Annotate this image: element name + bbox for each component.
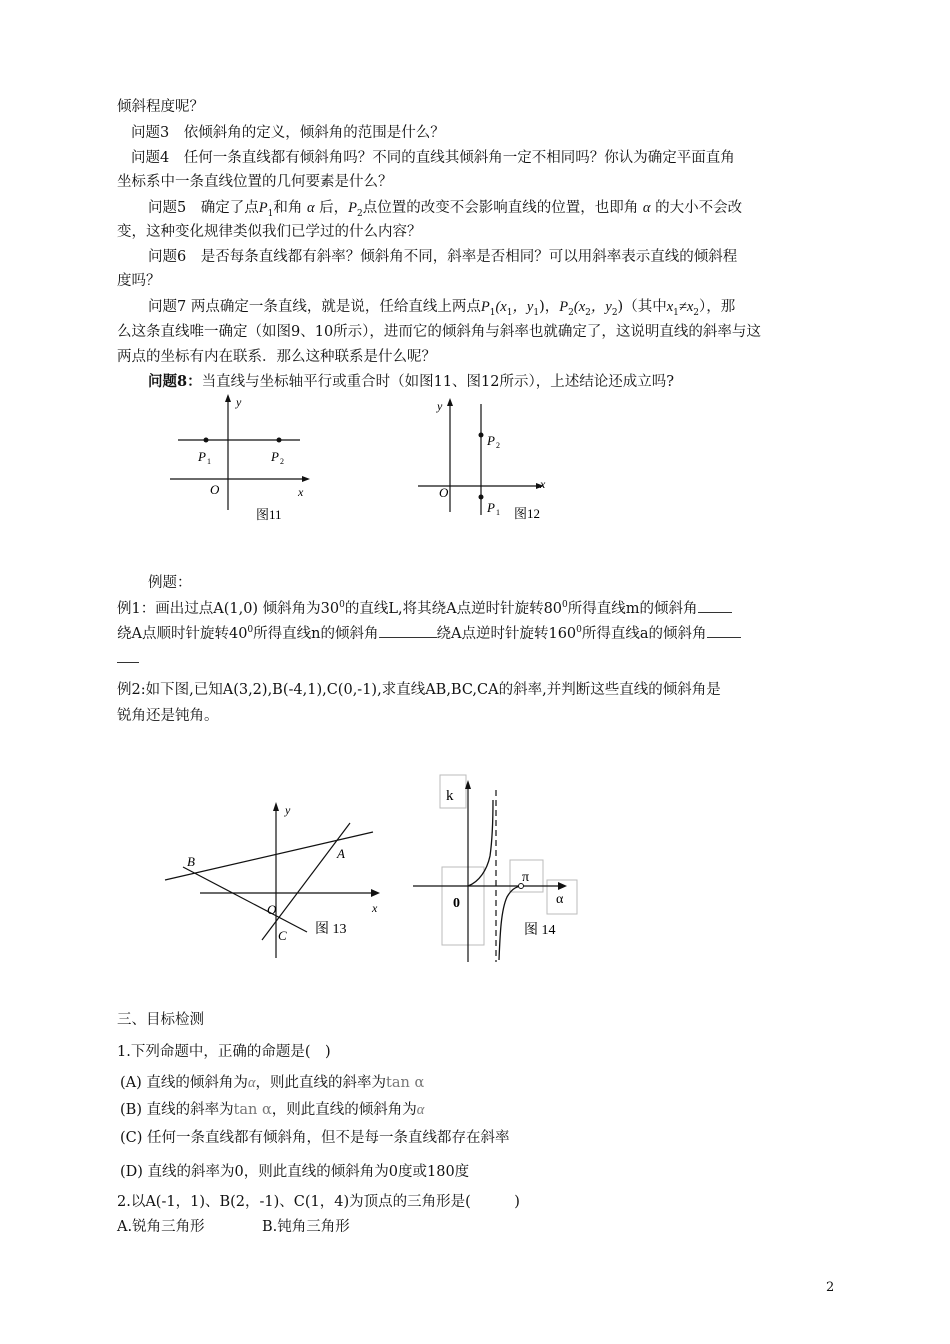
fig14-origin: 0 bbox=[453, 896, 460, 911]
question-7: 问题7 两点确定一条直线，就是说，任给直线上两点$P_1(x_1$，$y_1$)，$P_2(x_2$，$y_2$)（其中$x_1\ne x_2$），那 bbox=[148, 299, 736, 318]
fig14-caption: 图 14 bbox=[524, 923, 556, 938]
question-8: 问题8：当直线与坐标轴平行或重合时（如图11、图12所示），上述结论还成立吗? bbox=[148, 373, 675, 390]
problem-2: 2.以A(-1，1)、B(2，-1)、C(1，4)为顶点的三角形是( ) bbox=[117, 1194, 520, 1210]
question-5-cont: 变，这种变化规律类似我们已学过的什么内容？ bbox=[117, 224, 422, 240]
examples-heading: 例题： bbox=[148, 575, 192, 591]
example-1: 例1：画出过点A(1,0) 倾斜角为$30^0$的直线L,将其绕A点逆时针旋转$80^0$所得直线m的倾斜角 bbox=[117, 598, 732, 619]
fig13-y-label: y bbox=[285, 803, 291, 817]
svg-text:2: 2 bbox=[496, 441, 500, 450]
svg-text:1: 1 bbox=[496, 508, 500, 517]
fig14-pi-label: π bbox=[522, 870, 530, 885]
fig12-p1-label: P bbox=[487, 500, 495, 515]
fig12-x-label: x bbox=[540, 477, 546, 491]
example-2: 例2:如下图,已知A(3,2),B(-4,1),C(0,-1),求直线AB,BC,CA的斜率,并判断这些直线的倾斜角是 bbox=[117, 682, 721, 698]
figure-14 bbox=[405, 770, 590, 974]
question-7-cont2: 两点的坐标有内在联系．那么这种联系是什么呢？ bbox=[117, 349, 436, 365]
option-b: (B) 直线的斜率为tan α，则此直线的倾斜角为α bbox=[120, 1102, 425, 1118]
fig11-caption: 图11 bbox=[256, 507, 282, 522]
fig11-y-label: y bbox=[236, 395, 242, 409]
problem-1: 1.下列命题中，正确的命题是( ) bbox=[117, 1044, 331, 1060]
fig12-caption: 图12 bbox=[514, 506, 541, 521]
fig14-alpha-label: α bbox=[556, 892, 564, 907]
fig14-k-label: k bbox=[446, 788, 454, 804]
figure-11 bbox=[160, 390, 320, 534]
fig13-caption: 图 13 bbox=[315, 922, 347, 937]
question-6-cont: 度吗？ bbox=[117, 273, 161, 289]
figure-12 bbox=[410, 390, 570, 534]
fig12-p2-label: P bbox=[487, 433, 495, 448]
option-d: (D) 直线的斜率为0，则此直线的倾斜角为0度或180度 bbox=[120, 1164, 470, 1180]
fig13-x-label: x bbox=[372, 901, 378, 915]
fig13-c-label: C bbox=[278, 928, 287, 943]
section-heading: 三、目标检测 bbox=[117, 1012, 204, 1028]
problem-2-option-a: A.锐角三角形 bbox=[117, 1219, 205, 1235]
example-1-cont: 绕A点顺时针旋转$40^0$所得直线n的倾斜角 绕A点逆时针旋转$160^0$所得直线a的倾斜角 bbox=[117, 623, 741, 644]
figure-13 bbox=[155, 790, 395, 969]
question-5: 问题5 确定了点$P_1$和角 α 后，$P_2$点位置的改变不会影响直线的位置，也即角 α 的大小不会改 bbox=[148, 200, 743, 219]
question-6: 问题6 是否每条直线都有斜率？倾斜角不同，斜率是否相同？可以用斜率表示直线的倾斜程 bbox=[148, 249, 738, 265]
example-2-cont: 锐角还是钝角。 bbox=[117, 708, 219, 724]
fig11-p2-label: P bbox=[271, 449, 279, 464]
fig11-p1-label: P bbox=[198, 449, 206, 464]
fig11-origin: O bbox=[210, 482, 220, 497]
question-4-cont: 坐标系中一条直线位置的几何要素是什么？ bbox=[117, 174, 393, 190]
question-3: 问题3 依倾斜角的定义，倾斜角的范围是什么？ bbox=[131, 125, 445, 141]
page-number: 2 bbox=[826, 1280, 835, 1295]
question-7-cont: 么这条直线唯一确定（如图9、10所示），进而它的倾斜角与斜率也就确定了，这说明直线的斜率与这 bbox=[117, 324, 761, 340]
fig13-a-label: A bbox=[337, 846, 345, 861]
svg-text:2: 2 bbox=[280, 457, 284, 466]
fig12-origin: O bbox=[439, 485, 449, 500]
fig11-x-label: x bbox=[298, 485, 304, 499]
text-line: 倾斜程度呢？ bbox=[117, 99, 204, 115]
fig13-origin: O bbox=[267, 902, 277, 917]
svg-text:1: 1 bbox=[207, 457, 211, 466]
option-a: (A) 直线的倾斜角为α，则此直线的斜率为tan α bbox=[120, 1075, 425, 1091]
answer-blank bbox=[117, 662, 139, 663]
question-4: 问题4 任何一条直线都有倾斜角吗？不同的直线其倾斜角一定不相同吗？你认为确定平面直角 bbox=[131, 150, 735, 166]
option-c: (C) 任何一条直线都有倾斜角，但不是每一条直线都存在斜率 bbox=[120, 1130, 510, 1146]
fig12-y-label: y bbox=[437, 399, 443, 413]
fig13-b-label: B bbox=[187, 854, 195, 869]
problem-2-option-b: B.钝角三角形 bbox=[262, 1219, 350, 1235]
